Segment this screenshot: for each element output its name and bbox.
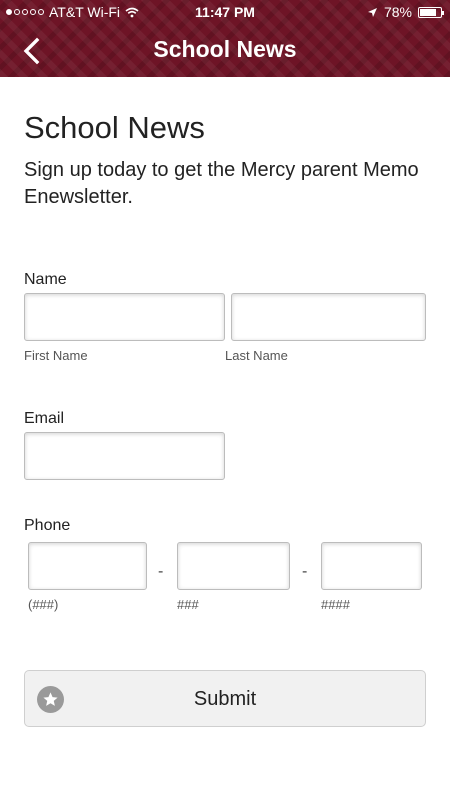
page-title: School News: [24, 110, 205, 145]
carrier-label: AT&T Wi-Fi: [49, 4, 121, 20]
status-right: [367, 4, 442, 20]
submit-label: Submit: [193, 688, 257, 710]
email-field[interactable]: [24, 432, 225, 480]
battery-icon: [418, 7, 442, 18]
nav-title: School News: [153, 36, 297, 62]
phone-area-code-input[interactable]: [28, 542, 147, 590]
phone-area-code-hint: (###): [28, 597, 59, 612]
phone-prefix-hint: ###: [177, 597, 199, 612]
name-label: Name: [24, 271, 67, 288]
page-subtitle: Sign up today to get the Mercy parent Memo Enewsletter.: [24, 159, 419, 208]
phone-line-hint: ####: [321, 597, 350, 612]
nav-bar: [0, 24, 450, 77]
location-arrow-icon: [367, 7, 378, 18]
phone-line-input[interactable]: [321, 542, 422, 590]
last-name-hint: Last Name: [225, 348, 288, 363]
phone-prefix-input[interactable]: [177, 542, 290, 590]
email-label: Email: [24, 410, 65, 427]
battery-fill: [420, 9, 436, 16]
status-bar: [0, 0, 450, 24]
phone-separator: -: [302, 563, 308, 580]
submit-button[interactable]: [24, 670, 426, 727]
phone-label: Phone: [24, 517, 71, 534]
status-time: 11:47 PM: [195, 4, 255, 20]
battery-percent: 78%: [383, 4, 412, 20]
app-header: [0, 0, 450, 77]
last-name-input[interactable]: [231, 293, 426, 341]
first-name-hint: First Name: [24, 348, 88, 363]
first-name-input[interactable]: [24, 293, 225, 341]
phone-separator: -: [158, 563, 164, 580]
